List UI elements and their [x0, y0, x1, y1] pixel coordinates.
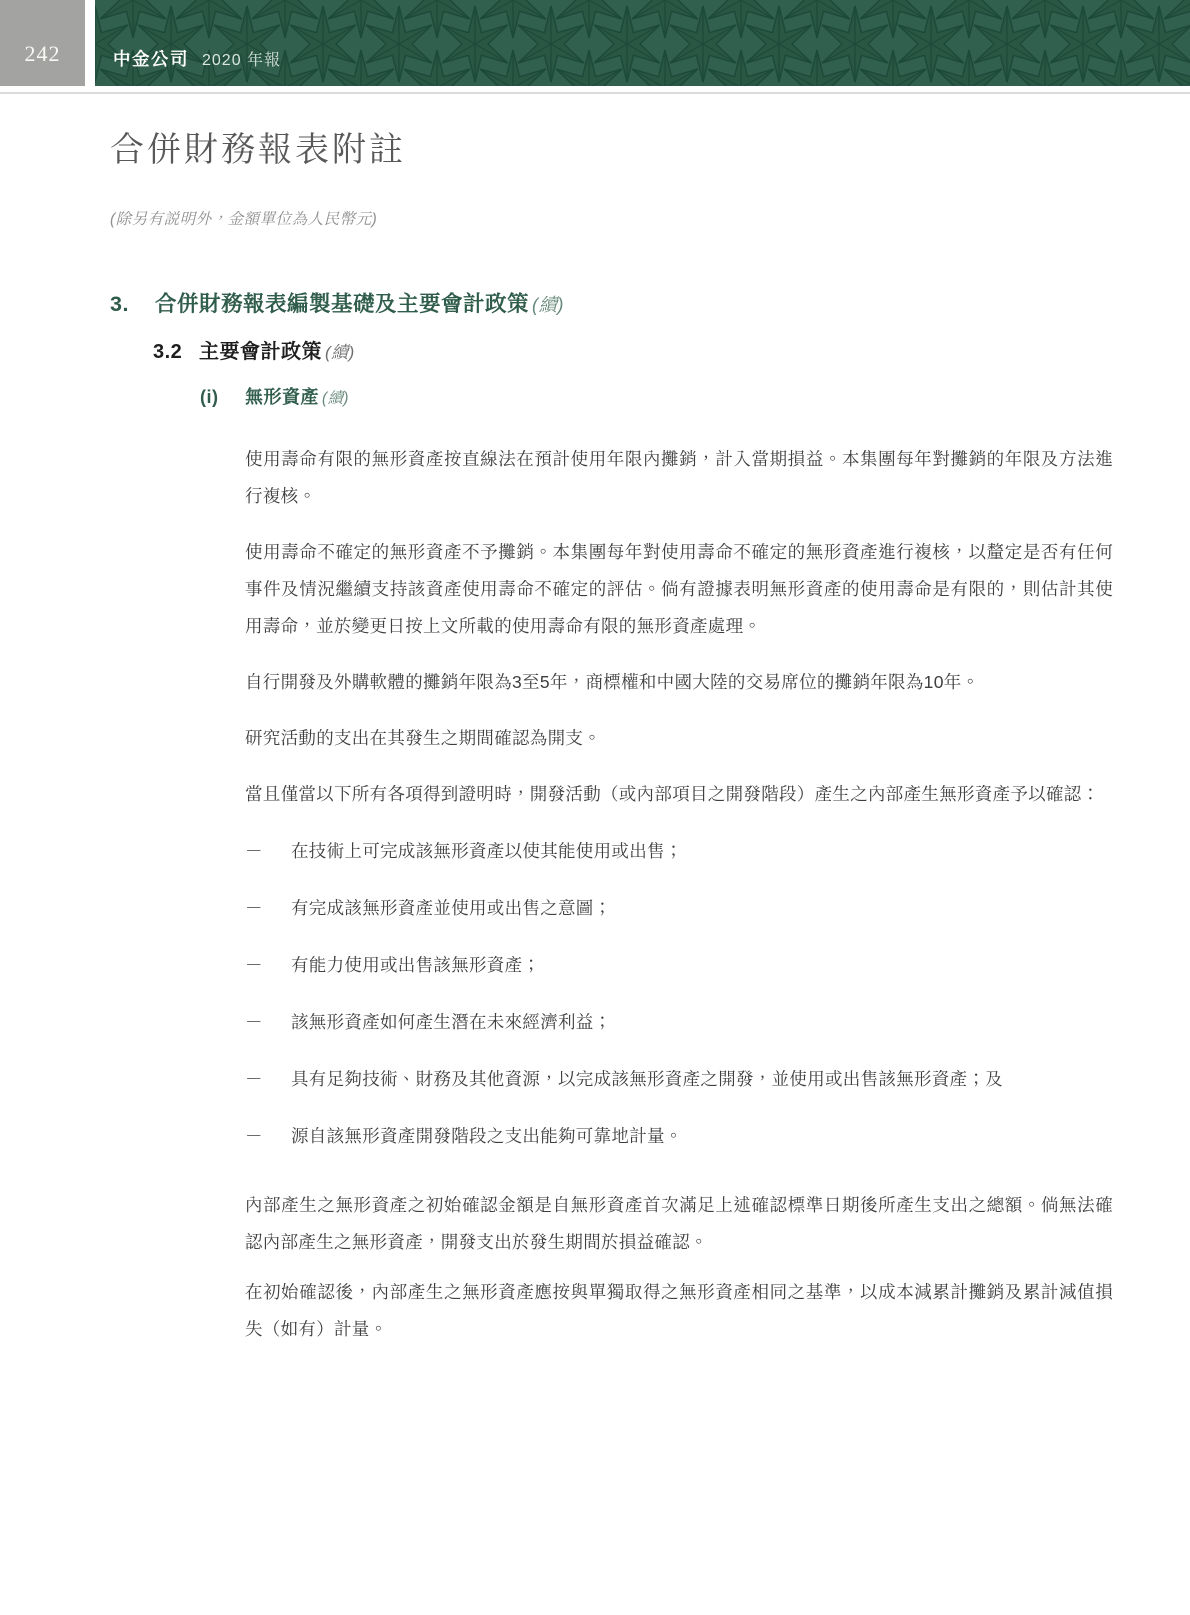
paragraph: 使用壽命有限的無形資產按直線法在預計使用年限內攤銷，計入當期損益。本集團每年對攤銷的年限及方法進行複核。 [245, 449, 1113, 506]
item-number: (i) [200, 387, 219, 407]
brand-lockup [113, 46, 281, 71]
asanoha-pattern-icon [95, 0, 1190, 86]
list-item: － 源自該無形資產開發階段之支出能夠可靠地計量。 [245, 1118, 1113, 1155]
bullet-dash: － [245, 898, 263, 918]
paragraph: 使用壽命不確定的無形資產不予攤銷。本集團每年對使用壽命不確定的無形資產進行複核，以釐定是否有任何事件及情況繼續支持該資產使用壽命不確定的評估。倘有證據表明無形資產的使用壽命是有限的，則估計其使用壽命，並於變更日按上文所載的使用壽命有限的無形資產處理。 [245, 542, 1113, 636]
list-item: － 在技術上可完成該無形資產以使其能使用或出售； [245, 833, 1113, 870]
bullet-dash: － [245, 955, 263, 975]
item-heading-i [200, 383, 1112, 409]
paragraph: 當且僅當以下所有各項得到證明時，開發活動（或內部項目之開發階段）產生之內部產生無形資產予以確認： [245, 784, 1100, 804]
section-heading-3 [110, 287, 1112, 318]
company-name: 中金公司 [113, 49, 189, 69]
bullet-dash: － [245, 841, 263, 861]
list-item: － 具有足夠技術、財務及其他資源，以完成該無形資產之開發，並使用或出售該無形資產；及 [245, 1061, 1113, 1098]
document-page [0, 122, 1190, 1348]
list-item: － 有完成該無形資產並使用或出售之意圖； [245, 890, 1113, 927]
section-title: 合併財務報表編製基礎及主要會計政策 (續) [155, 292, 564, 316]
paragraph: 內部產生之無形資產之初始確認金額是自無形資產首次滿足上述確認標準日期後所產生支出之總額。倘無法確認內部產生之無形資產，開發支出於發生期間於損益確認。 [245, 1195, 1113, 1252]
list-item: － 該無形資產如何產生潛在未來經濟利益； [245, 1004, 1113, 1041]
page-number-box [0, 0, 85, 86]
currency-note: (除另有説明外，金額單位為人民幣元) [110, 211, 378, 228]
continued-mark: (續) [325, 343, 355, 362]
header-banner [95, 0, 1190, 86]
page-title: 合併財務報表附註 [110, 132, 406, 169]
body-text-column [245, 441, 1113, 1348]
list-item: － 有能力使用或出售該無形資產； [245, 947, 1113, 984]
header-divider [0, 92, 1190, 94]
subsection-title: 主要會計政策 (續) [199, 341, 355, 363]
continued-mark: (續) [322, 390, 349, 407]
subsection-heading-3-2 [153, 335, 1112, 364]
page-number: 242 [24, 41, 61, 66]
subsection-number: 3.2 [153, 341, 183, 363]
bullet-dash: － [245, 1069, 263, 1089]
item-title: 無形資產 (續) [245, 387, 349, 407]
report-edition: 2020 年報 [202, 52, 282, 69]
paragraph: 在初始確認後，內部產生之無形資產應按與單獨取得之無形資產相同之基準，以成本減累計攤銷及累計減值損失（如有）計量。 [245, 1282, 1113, 1339]
continued-mark: (續) [532, 294, 564, 315]
paragraph: 自行開發及外購軟體的攤銷年限為3至5年，商標權和中國大陸的交易席位的攤銷年限為10年。 [245, 672, 980, 692]
page-header [0, 0, 1190, 86]
bullet-dash: － [245, 1126, 263, 1146]
paragraph: 研究活動的支出在其發生之期間確認為開支。 [245, 728, 601, 748]
section-number: 3. [110, 292, 129, 316]
bullet-dash: － [245, 1012, 263, 1032]
